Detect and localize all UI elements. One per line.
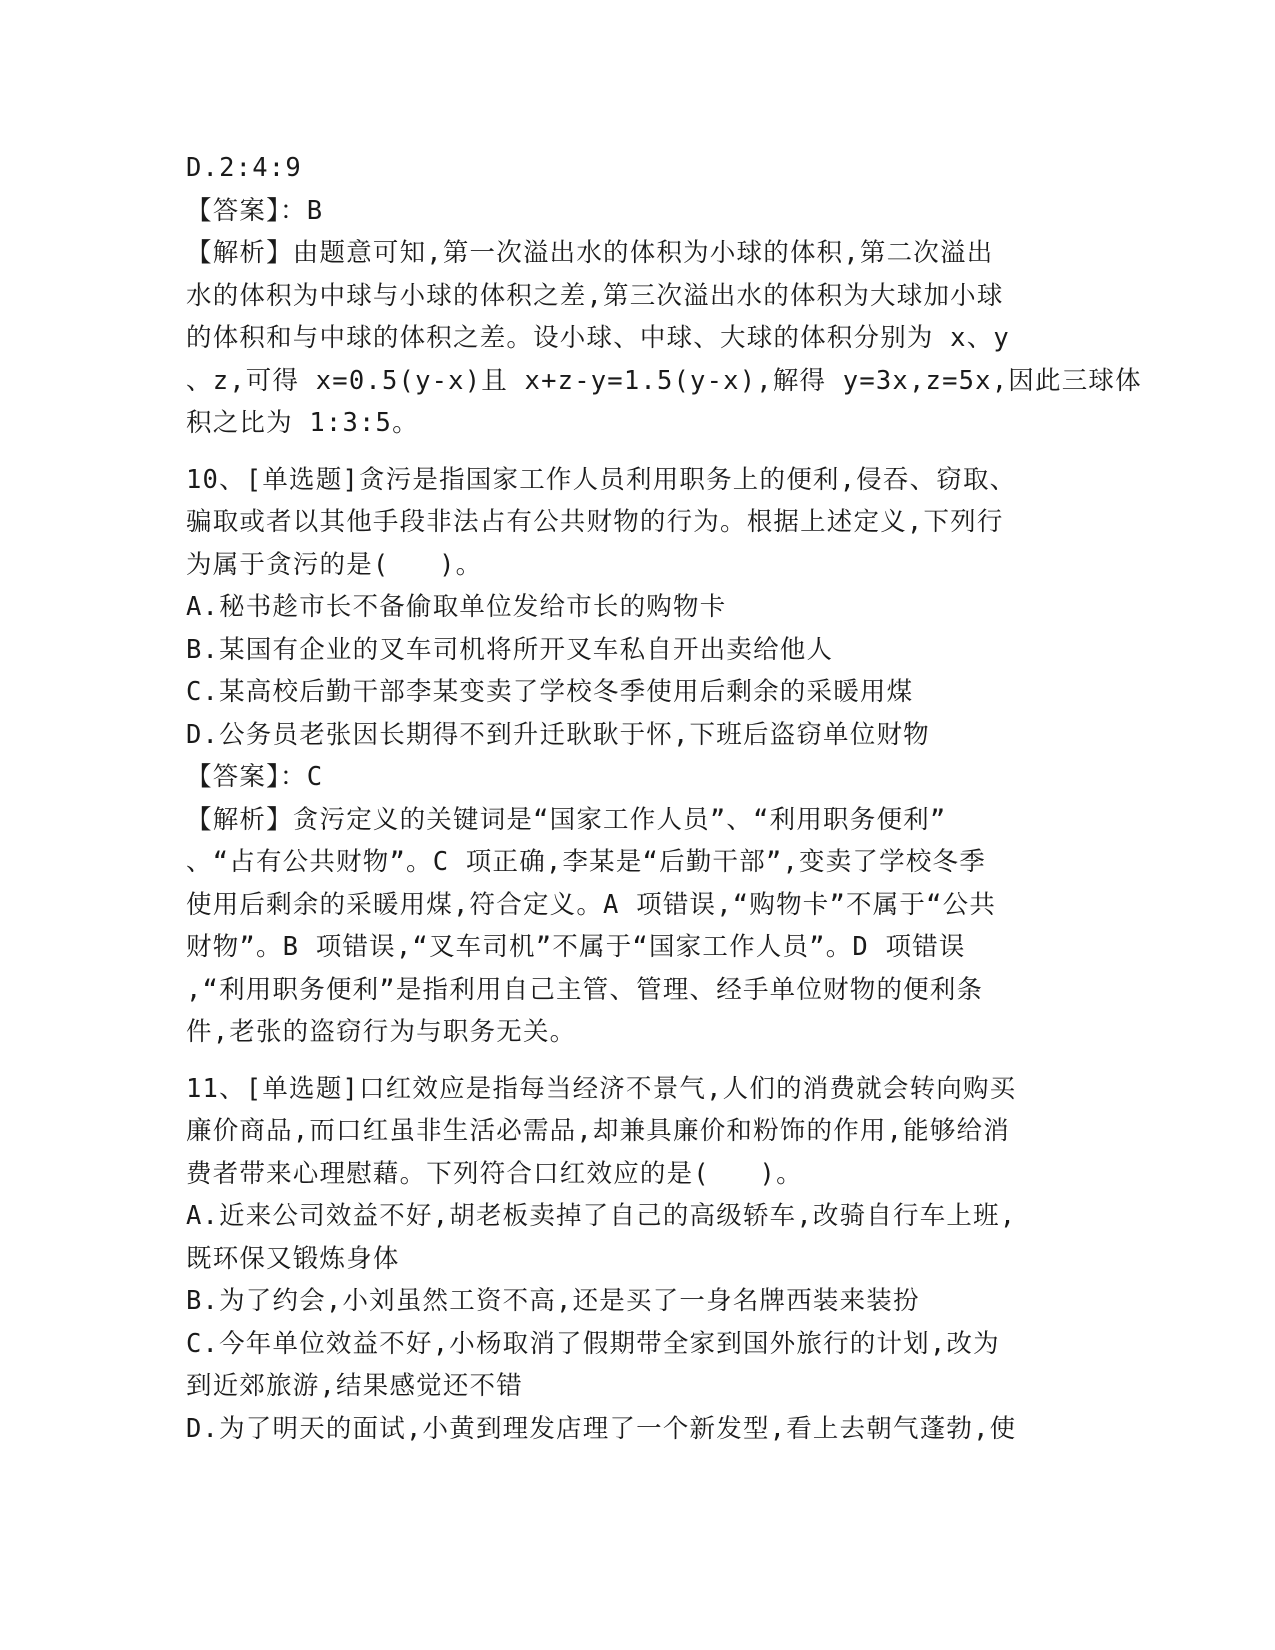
q11-stem-line: 费者带来心理慰藉。下列符合口红效应的是( )。: [186, 1158, 803, 1189]
q10-option-a: A.秘书趁市长不备偷取单位发给市长的购物卡: [186, 592, 727, 622]
q9-answer: 【答案】：B: [186, 195, 324, 226]
q10-analysis-line: 、“占有公共财物”。C 项正确,李某是“后勤干部”,变卖了学校冬季: [186, 847, 986, 877]
document-body: [186, 147, 1142, 1450]
q11-options: [186, 1195, 1066, 1450]
question-spacer: [186, 445, 1066, 459]
q11-option-d: D.为了明天的面试,小黄到理发店理了一个新发型,看上去朝气蓬勃,使: [186, 1413, 1017, 1444]
q11-option-a-cont: 既环保又锻炼身体: [186, 1243, 400, 1274]
q10-answer: 【答案】：C: [186, 762, 324, 792]
q10-option-c: C.某高校后勤干部李某变卖了学校冬季使用后剩余的采暖用煤: [186, 677, 914, 707]
q11-stem: [186, 1068, 1066, 1196]
q9-analysis-line: 、z,可得 x=0.5(y-x)且 x+z-y=1.5(y-x),解得 y=3x,z=5x,因此三球体: [186, 365, 1142, 396]
q10-analysis-line: 财物”。B 项错误,“叉车司机”不属于“国家工作人员”。D 项错误: [186, 932, 966, 962]
q10-stem-line: 为属于贪污的是( )。: [186, 549, 483, 580]
q9-analysis-line: 积之比为 1:3:5。: [186, 408, 419, 438]
q9-analysis-line: 水的体积为中球与小球的体积之差,第三次溢出水的体积为大球加小球: [186, 280, 1004, 311]
q10-analysis: [186, 799, 1066, 1054]
q11-option-a: A.近来公司效益不好,胡老板卖掉了自己的高级轿车,改骑自行车上班,: [186, 1201, 1017, 1231]
question-spacer: [186, 1054, 1066, 1068]
q11-option-c: C.今年单位效益不好,小杨取消了假期带全家到国外旅行的计划,改为: [186, 1328, 1000, 1359]
q11-stem-line: 11、[单选题]口红效应是指每当经济不景气,人们的消费就会转向购买: [186, 1073, 1017, 1104]
q10-stem-line: 骗取或者以其他手段非法占有公共财物的行为。根据上述定义,下列行: [186, 507, 1004, 537]
q11-option-c-cont: 到近郊旅游,结果感觉还不错: [186, 1371, 523, 1401]
q9-analysis: [186, 232, 1142, 445]
q9-option-d: D.2:4:9: [186, 153, 302, 183]
q10-stem: [186, 459, 1066, 587]
q10-option-d: D.公务员老张因长期得不到升迁耿耿于怀,下班后盗窃单位财物: [186, 719, 930, 750]
q10-analysis-line: 件,老张的盗窃行为与职务无关。: [186, 1017, 577, 1047]
q10-analysis-line: 使用后剩余的采暖用煤,符合定义。A 项错误,“购物卡”不属于“公共: [186, 889, 997, 920]
q10-option-b: B.某国有企业的叉车司机将所开叉车私自开出卖给他人: [186, 634, 834, 665]
q9-analysis-line: 的体积和与中球的体积之差。设小球、中球、大球的体积分别为 x、y: [186, 323, 1010, 353]
q10-options: [186, 586, 1066, 756]
q10-analysis-line: ,“利用职务便利”是指利用自己主管、管理、经手单位财物的便利条: [186, 974, 984, 1005]
q10-analysis-line: 【解析】贪污定义的关键词是“国家工作人员”、“利用职务便利”: [186, 804, 947, 835]
q11-stem-line: 廉价商品,而口红虽非生活必需品,却兼具廉价和粉饰的作用,能够给消: [186, 1116, 1010, 1146]
q10-stem-line: 10、[单选题]贪污是指国家工作人员利用职务上的便利,侵吞、窃取、: [186, 464, 1017, 495]
q9-analysis-line: 【解析】由题意可知,第一次溢出水的体积为小球的体积,第二次溢出: [186, 238, 994, 268]
q11-option-b: B.为了约会,小刘虽然工资不高,还是买了一身名牌西装来装扮: [186, 1286, 920, 1316]
